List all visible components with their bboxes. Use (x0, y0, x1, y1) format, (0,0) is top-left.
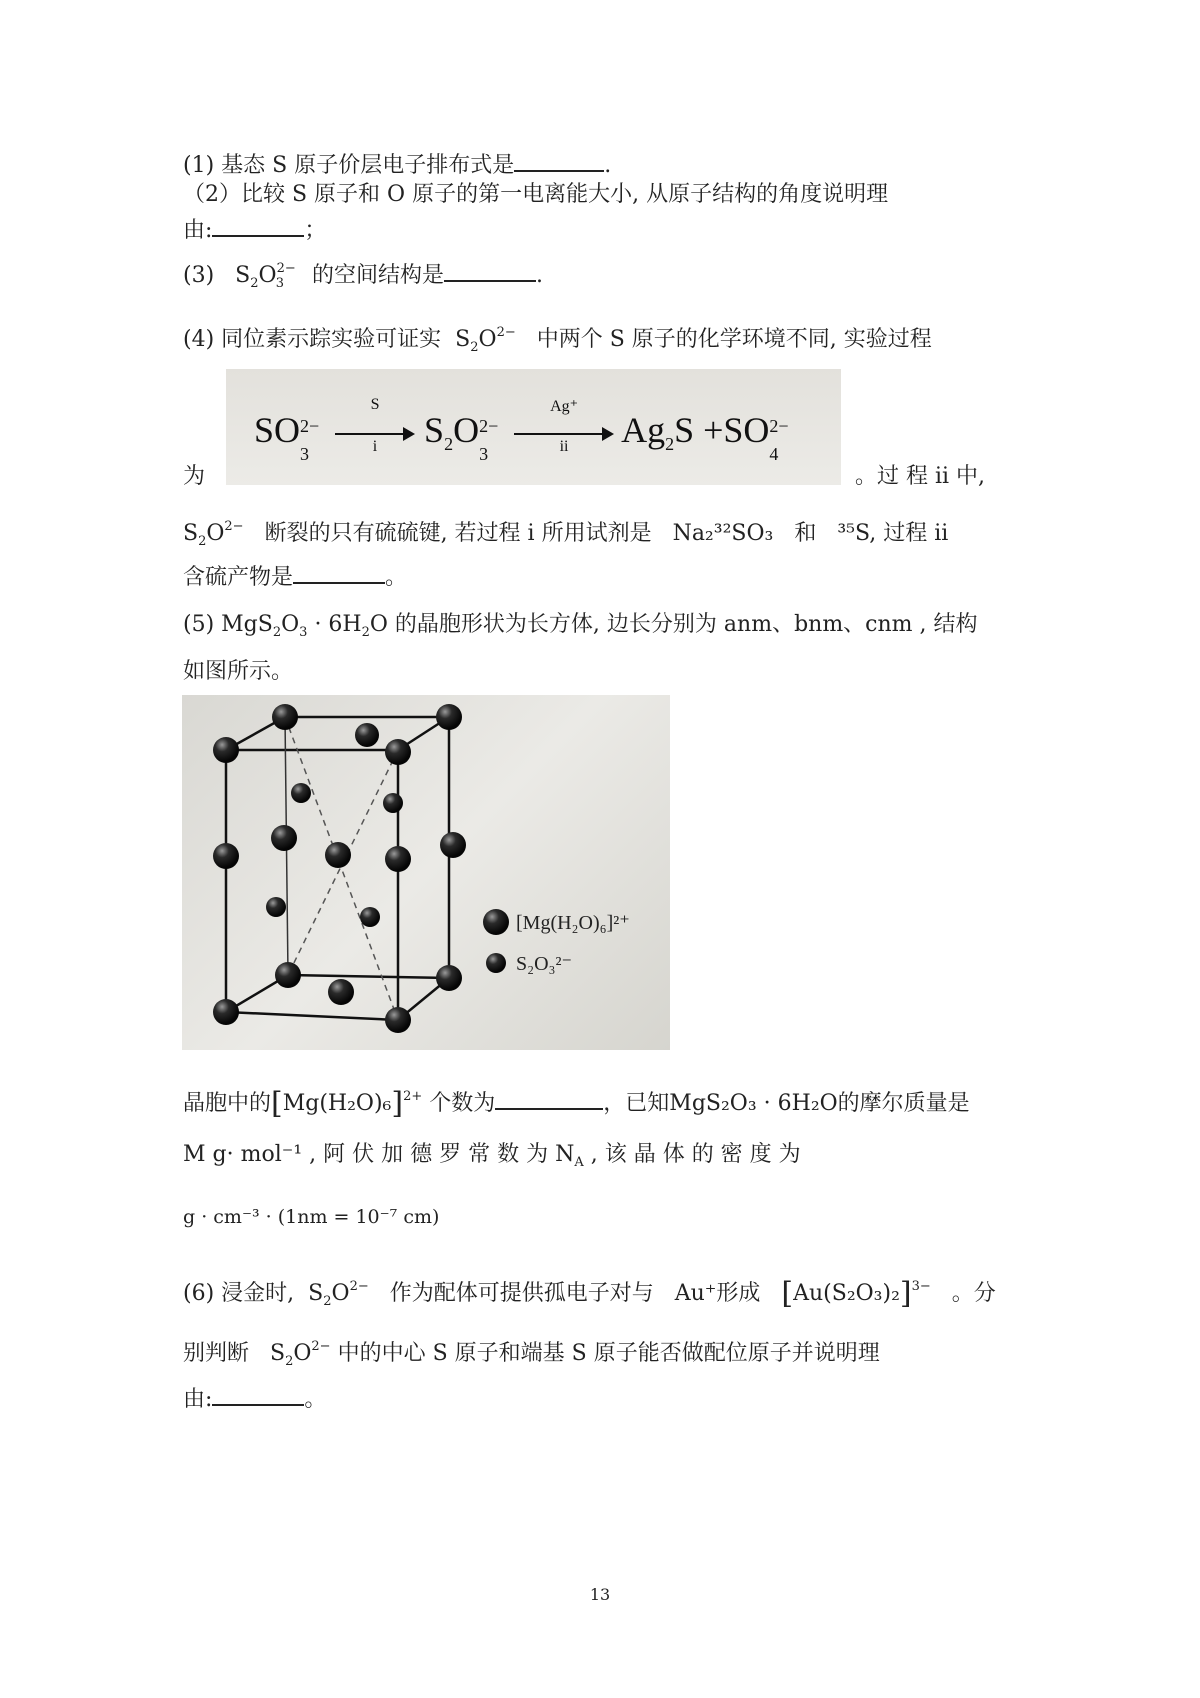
q5-molar-mass-text: 的摩尔质量是 (837, 1091, 970, 1116)
answer-blank-1[interactable] (514, 148, 604, 172)
q4-process-ii: 。过 程 ii 中, (855, 464, 986, 489)
thiosulfate-ion: $S_2O^{2-}$ (183, 519, 244, 549)
question-5-line3: 晶胞中的$[Mg(H_2O)_6]^{2+}$ 个数为 ，已知MgS₂O₃ · 6H₂O的摩尔质量是 (183, 1086, 970, 1121)
question-4-line3 (183, 512, 948, 557)
q5-text-line2: 如图所示。 (183, 659, 294, 684)
q6-form: 形成 (716, 1281, 761, 1306)
reagent-2: ³⁵S (837, 521, 870, 546)
q6-end: 。 (304, 1387, 327, 1412)
question-4-line2a (183, 462, 205, 492)
question-4-line4 (183, 560, 407, 593)
q1-end: . (604, 153, 612, 178)
question-5-line2 (183, 657, 293, 687)
q6-end-line1: 。分 (951, 1281, 996, 1306)
question-4-line1 (183, 318, 932, 363)
mg-complex-formula: Mg(H₂O)₆ (282, 1091, 392, 1116)
gold-complex-charge: 3− (911, 1279, 931, 1294)
thiosulfate-ion: $S_2O^{2-}$ (455, 325, 516, 355)
question-3 (183, 258, 543, 299)
q4-end: 。 (385, 565, 408, 590)
q5-density-text: , 该 晶 体 的 密 度 为 (583, 1142, 801, 1167)
question-2-line1 (183, 180, 888, 210)
q4-and: 和 (794, 521, 817, 546)
arrow-step-i: $\frac{S}{i}$ (335, 424, 415, 444)
answer-blank-5[interactable] (495, 1086, 603, 1110)
answer-blank-6[interactable] (212, 1382, 304, 1406)
question-5-line5 (183, 1202, 439, 1232)
q3-number: (3) (183, 263, 215, 288)
answer-blank-4[interactable] (293, 560, 385, 584)
q3-text: 的空间结构是 (312, 263, 445, 288)
question-6-line1: (6) 浸金时, $S_2O^{2-}$ 作为配体可提供孤电子对与 Au⁺形成 $[Au(S_2O_3)_2]^{3-}$ 。分 (183, 1276, 996, 1311)
q6-text: (6) 浸金时, (183, 1281, 295, 1306)
q2-text: （2）比较 S 原子和 O 原子的第一电离能大小, 从原子结构的角度说明理 (183, 182, 889, 207)
q4-text: (4) 同位素示踪实验可证实 (183, 327, 442, 352)
gold-ion: Au⁺ (674, 1281, 717, 1306)
q4-text-cont: 中两个 S 原子的化学环境不同, 实验过程 (536, 327, 932, 352)
q6-text-line2-cont: 中的中心 S 原子和端基 S 原子能否做配位原子并说明理 (337, 1341, 880, 1366)
question-6-line3 (183, 1382, 326, 1415)
q5-known: ，已知 (603, 1091, 670, 1116)
legend-mg-complex-marker (483, 909, 509, 935)
q6-text-line3: 由: (183, 1387, 213, 1412)
page-number: 13 (589, 1585, 611, 1604)
q4-text-line3-end: , 过程 ii (869, 521, 949, 546)
q5-text-line3: 晶胞中的 (183, 1091, 272, 1116)
q5-formula-a: (5) MgS (183, 612, 273, 637)
q2-text-cont: 由: (183, 218, 213, 243)
unit-cell-figure (182, 695, 670, 1050)
thiosulfate-ion: $S_2O^{2-}_3$ (235, 261, 296, 291)
gold-complex: Au(S₂O₃)₂ (793, 1281, 900, 1306)
thiosulfate-ion: $S_2O^{2-}$ (308, 1279, 369, 1309)
reaction-equation-image (226, 369, 841, 485)
legend-thiosulfate-marker (486, 953, 506, 973)
legend-mg-complex: [Mg(H₂O)₆]²⁺ (516, 912, 630, 934)
thiosulfate-ion: $S_2O^{2-}$ (270, 1339, 331, 1369)
question-5-line1: (5) $MgS_2O_3 \cdot 6H_2O$ 的晶胞形状为长方体, 边长分别为 anm、bnm、cnm , 结构 (183, 612, 978, 640)
q4-text-line4: 含硫产物是 (183, 565, 294, 590)
q5-units: g · cm⁻³ · (1nm = 10⁻⁷ cm) (183, 1206, 440, 1228)
cell-edges (226, 717, 449, 1020)
q1-text: (1) 基态 S 原子价层电子排布式是 (183, 153, 515, 178)
question-1 (183, 148, 611, 181)
arrow-step-ii: $\frac{Ag^+}{ii}$ (514, 424, 614, 444)
reaction-equation: SO 2− 3 $\frac{S}{i}$ $S_2O$ 2− 3 $\frac{Ag^+}{ii}$ $Ag_2S +SO$ 2− 4 (254, 395, 789, 464)
q6-text-cont: 作为配体可提供孤电子对与 (389, 1281, 654, 1306)
reagent-1: Na₂³²SO₃ (672, 521, 774, 546)
q5-text: O 的晶胞形状为长方体, 边长分别为 anm、bnm、cnm , 结构 (369, 612, 978, 637)
answer-blank-2[interactable] (212, 213, 304, 237)
q5-formula: MgS₂O₃ · 6H₂O (669, 1091, 838, 1116)
q6-text-line2: 别判断 (183, 1341, 250, 1366)
mg-complex-charge: 2+ (403, 1089, 423, 1104)
unit-cell-diagram (182, 695, 670, 1050)
avogadro-subscript: A (574, 1155, 584, 1170)
q5-text-line4: M g· mol⁻¹ , 阿 伏 加 德 罗 常 数 为 N (183, 1142, 575, 1167)
legend-thiosulfate: S₂O₃²⁻ (516, 953, 573, 975)
question-6-line2 (183, 1332, 880, 1377)
q3-end: . (536, 263, 544, 288)
q5-count-text: 个数为 (429, 1091, 496, 1116)
q4-text-line3: 断裂的只有硫硫键, 若过程 i 所用试剂是 (264, 521, 652, 546)
q2-end: ； (304, 218, 327, 243)
answer-blank-3[interactable] (444, 258, 536, 282)
q4-wei: 为 (183, 464, 206, 489)
question-4-line2b (855, 462, 985, 492)
question-5-line4 (183, 1140, 801, 1178)
question-2-line2 (183, 213, 326, 246)
